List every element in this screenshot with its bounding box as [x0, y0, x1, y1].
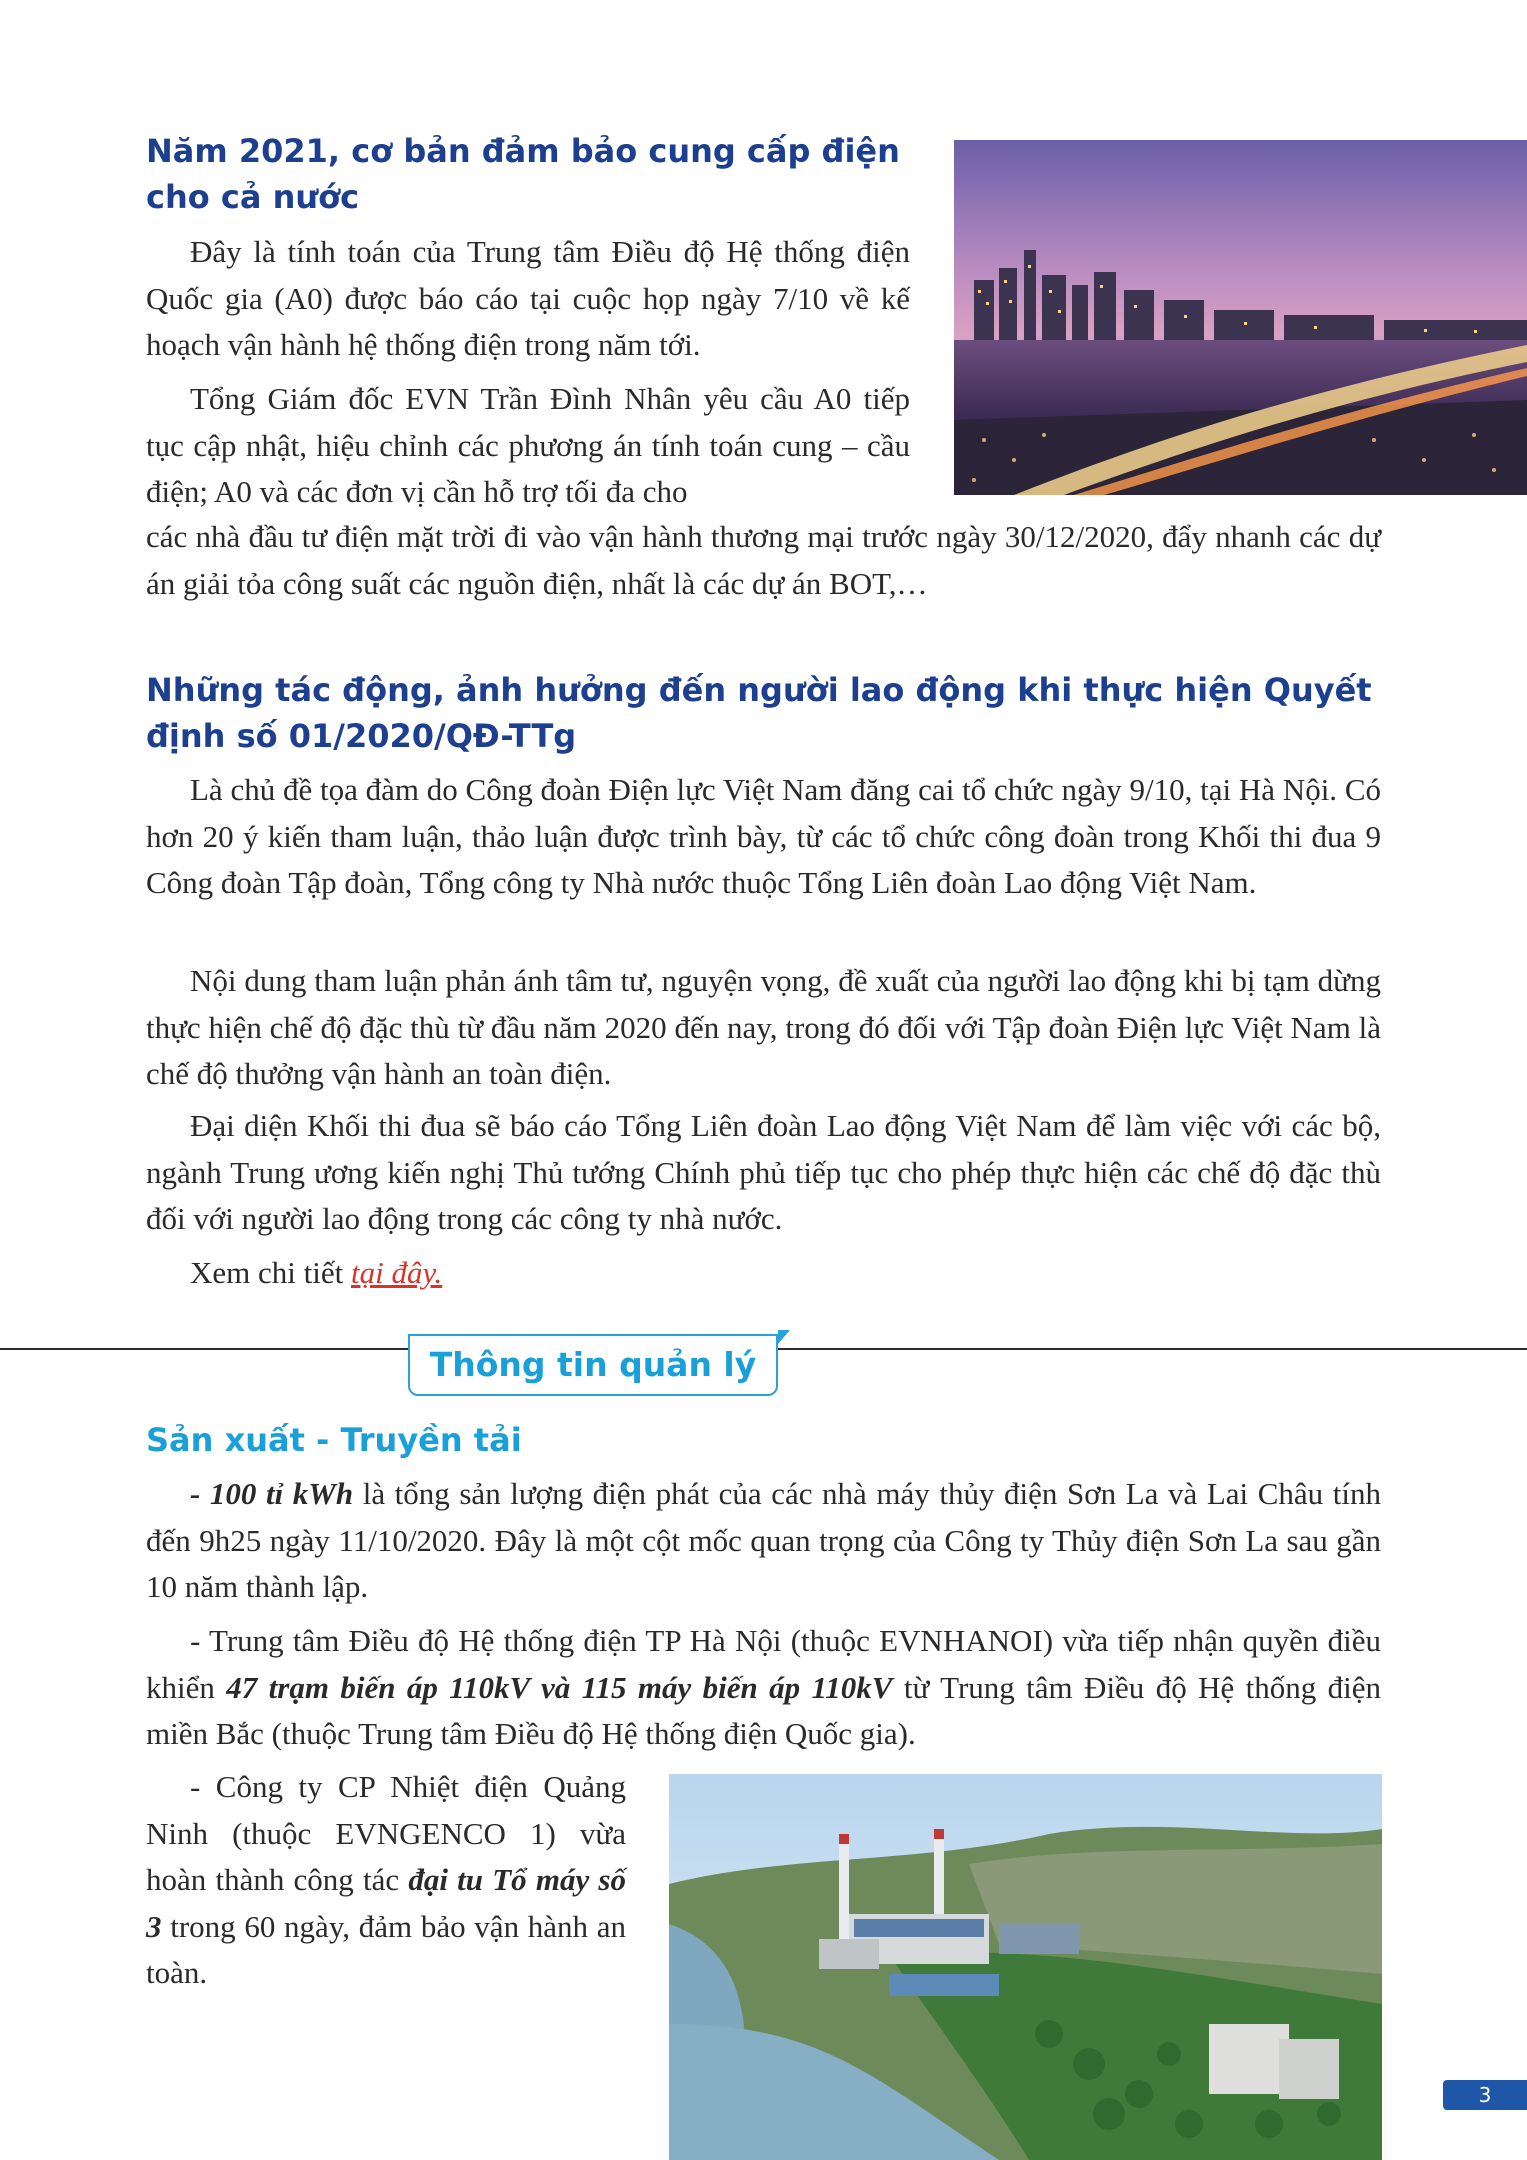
- section3-p1-highlight: - 100 tỉ kWh: [190, 1476, 354, 1511]
- section2-paragraph-1: Là chủ đề tọa đàm do Công đoàn Điện lực Việt Nam đăng cai tổ chức ngày 9/10, tại Hà Nội. Có hơn 20 ý kiến tham luận, thảo luận được trình bày, từ các tổ chức công đoàn trong Khối thi đua 9 Công đoàn Tập đoàn, Tổng công ty Nhà nước thuộc Tổng Liên đoàn Lao động Việt Nam.: [146, 772, 1381, 900]
- section2-title: Những tác động, ảnh hưởng đến người lao động khi thực hiện Quyết định số 01/2020/QĐ-TTg: [146, 671, 1372, 755]
- section3-p2-text-a: - Trung tâm Điều độ Hệ thống điện TP Hà Nội (thuộc EVNHANOI) vừa tiếp nhận quyền điều khiển: [146, 1623, 1381, 1705]
- section3-p3-text-b: trong 60 ngày, đảm bảo vận hành an toàn.: [146, 1908, 626, 1990]
- power-plant-photo: [669, 1774, 1382, 2160]
- section1-paragraph-2a: Tổng Giám đốc EVN Trần Đình Nhân yêu cầu A0 tiếp tục cập nhật, hiệu chỉnh các phương án tính toán cung – cầu điện; A0 và các đơn vị cần hỗ trợ tối đa cho: [146, 381, 910, 509]
- see-more-link[interactable]: tại đây.: [350, 1255, 443, 1290]
- see-more-prefix: Xem chi tiết: [190, 1255, 351, 1290]
- section3-p2-highlight: 47 trạm biến áp 110kV và 115 máy biến áp 110kV: [226, 1669, 893, 1705]
- city-night-photo: [954, 140, 1527, 495]
- section3-paragraph-2: [146, 1618, 1381, 1758]
- section1-title: Năm 2021, cơ bản đảm bảo cung cấp điện cho cả nước: [146, 132, 900, 216]
- section1-paragraph-1: Đây là tính toán của Trung tâm Điều độ Hệ thống điện Quốc gia (A0) được báo cáo tại cuộc họp ngày 7/10 về kế hoạch vận hành hệ thống điện trong năm tới.: [146, 234, 910, 362]
- section3-p1-text: là tổng sản lượng điện phát của các nhà máy thủy điện Sơn La và Lai Châu tính đến 9h25 ngày 11/10/2020. Đây là một cột mốc quan trọng của Công ty Thủy điện Sơn La sau gần 10 năm thành lập.: [146, 1476, 1381, 1604]
- banner-tab-corner: [778, 1330, 790, 1344]
- section3-paragraph-1: [146, 1471, 1381, 1611]
- section2-paragraph-2: Nội dung tham luận phản ánh tâm tư, nguyện vọng, đề xuất của người lao động khi bị tạm dừng thực hiện chế độ đặc thù từ đầu năm 2020 đến nay, trong đó đối với Tập đoàn Điện lực Việt Nam là chế độ thưởng vận hành an toàn điện.: [146, 963, 1381, 1091]
- section3-p3-highlight: đại tu Tổ máy số 3: [146, 1862, 626, 1944]
- section3-paragraph-3: [146, 1764, 626, 1997]
- section3-p3-text-a: - Công ty CP Nhiệt điện Quảng Ninh (thuộc EVNGENCO 1) vừa hoàn thành công tác: [146, 1769, 626, 1897]
- section-banner-label: Thông tin quản lý: [429, 1345, 757, 1384]
- section-banner: [408, 1334, 778, 1396]
- section1-paragraph-2b: các nhà đầu tư điện mặt trời đi vào vận hành thương mại trước ngày 30/12/2020, đẩy nhanh các dự án giải tỏa công suất các nguồn điện, nhất là các dự án BOT,…: [146, 519, 1381, 601]
- section2-paragraph-3: Đại diện Khối thi đua sẽ báo cáo Tổng Liên đoàn Lao động Việt Nam để làm việc với các bộ, ngành Trung ương kiến nghị Thủ tướng Chính phủ tiếp tục cho phép thực hiện các chế độ đặc thù đối với người lao động trong các công ty nhà nước.: [146, 1108, 1381, 1236]
- section3-p2-text-b: từ Trung tâm Điều độ Hệ thống điện miền Bắc (thuộc Trung tâm Điều độ Hệ thống điện Quốc gia).: [146, 1669, 1382, 1751]
- see-more-line: [146, 1250, 1381, 1297]
- section3-title: Sản xuất - Truyền tải: [146, 1421, 522, 1459]
- page-number-badge: 3: [1443, 2080, 1527, 2110]
